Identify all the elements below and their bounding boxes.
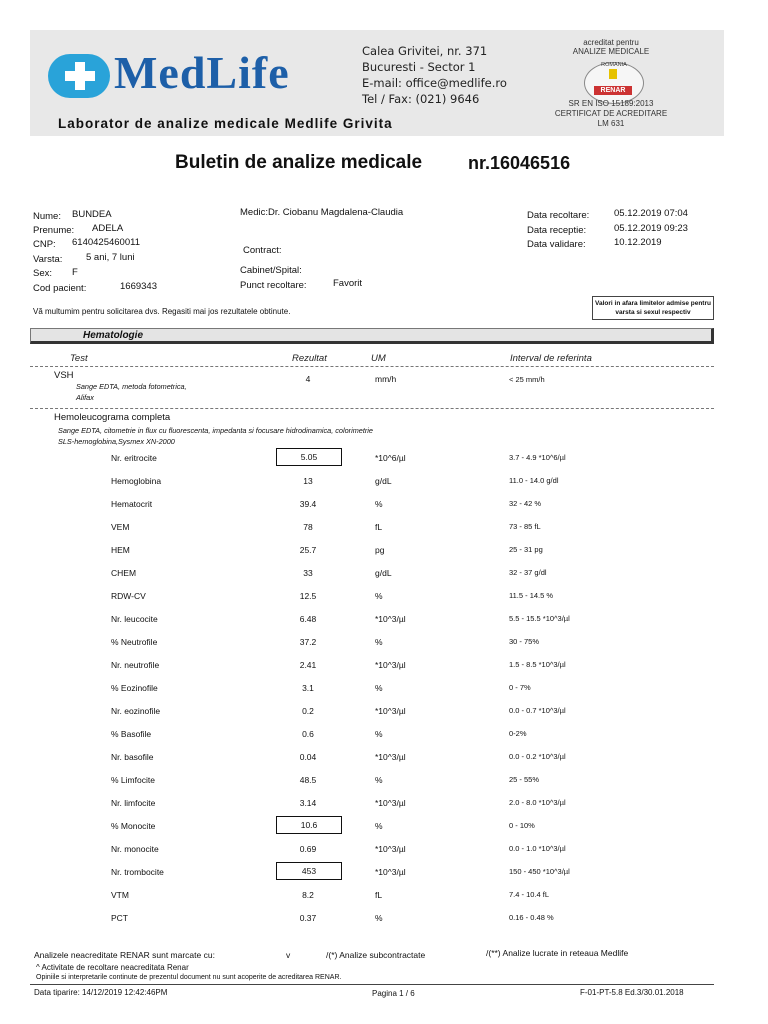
cnp-label: CNP: [33, 239, 56, 250]
page-number: Pagina 1 / 6 [372, 989, 415, 998]
test-um: fL [375, 890, 383, 900]
test-name: % Basofile [111, 729, 152, 739]
phone-line: Tel / Fax: (021) 9646 [362, 92, 480, 106]
hemoleucograma-title: Hemoleucograma completa [54, 412, 171, 423]
table-row [0, 591, 768, 607]
data-validare-value: 10.12.2019 [614, 237, 662, 248]
table-row [0, 890, 768, 906]
test-value: 12.5 [299, 591, 317, 601]
test-value: 0.37 [299, 913, 317, 923]
contract-label: Contract: [243, 245, 282, 256]
test-value: 39.4 [299, 499, 317, 509]
test-value: 8.2 [302, 890, 314, 900]
test-um: pg [375, 545, 385, 555]
test-um: fL [375, 522, 383, 532]
activ-note: ^ Activitate de recoltare neacreditata Renar [36, 963, 189, 972]
test-name: Nr. eritrocite [111, 453, 157, 463]
table-row [0, 844, 768, 860]
email-line: E-mail: office@medlife.ro [362, 76, 507, 90]
test-value: 0.04 [299, 752, 317, 762]
test-value: 3.14 [299, 798, 317, 808]
test-reference: 0-2% [509, 729, 527, 738]
test-um: *10^3/µl [375, 614, 406, 624]
table-row [0, 752, 768, 768]
test-um: g/dL [375, 476, 392, 486]
varsta-value: 5 ani, 7 luni [86, 252, 135, 263]
test-value: 0.2 [302, 706, 314, 716]
test-value: 33 [303, 568, 313, 578]
medical-cross-icon [48, 54, 110, 98]
out-of-range-note: Valori in afara limitelor admise pentru varsta si sexul respectiv [592, 296, 714, 320]
test-name: Hemoglobina [111, 476, 162, 486]
opinions-note: Opiniile si interpretarile continute de prezentul document nu sunt acoperite de acreditarea RENAR. [36, 974, 342, 981]
table-row [0, 660, 768, 676]
document-title: Buletin de analize medicale [175, 152, 423, 173]
test-value: 37.2 [299, 637, 317, 647]
table-row [0, 821, 768, 837]
footer-rule [30, 984, 714, 985]
test-value: 453 [276, 862, 342, 880]
test-name: Nr. trombocite [111, 867, 164, 877]
test-value: 5.05 [276, 448, 342, 466]
table-row [0, 476, 768, 492]
test-reference: 73 - 85 fL [509, 522, 541, 531]
nume-label: Nume: [33, 211, 61, 222]
medic: Medic:Dr. Ciobanu Magdalena-Claudia [240, 207, 404, 218]
table-row [0, 522, 768, 538]
test-reference: 0.16 - 0.48 % [509, 913, 554, 922]
test-reference: 11.5 - 14.5 % [509, 591, 554, 600]
accreditation-stamp: acreditat pentru ANALIZE MEDICALE ROMANIA RENAR SR EN ISO 15189:2013 CERTIFICAT DE ACREDITARE LM 631 [554, 38, 668, 128]
cabinet-label: Cabinet/Spital: [240, 265, 302, 276]
flag-icon [609, 69, 617, 79]
table-row [0, 867, 768, 883]
prenume-value: ADELA [92, 223, 124, 234]
test-value: 2.41 [299, 660, 317, 670]
test-reference: 1.5 - 8.5 *10^3/µl [509, 660, 566, 669]
test-um: g/dL [375, 568, 392, 578]
data-recoltare-label: Data recoltare: [527, 210, 590, 221]
test-name: Nr. eozinofile [111, 706, 161, 716]
table-row [0, 798, 768, 814]
test-reference: 11.0 - 14.0 g/dl [509, 476, 559, 485]
test-value: 0.69 [299, 844, 317, 854]
network-note: /(**) Analize lucrate in reteaua Medlife [486, 948, 629, 958]
test-value: 3.1 [302, 683, 314, 693]
test-um: % [375, 637, 383, 647]
prenume-label: Prenume: [33, 225, 75, 236]
test-reference: 0.0 - 1.0 *10^3/µl [509, 844, 566, 853]
varsta-label: Varsta: [33, 254, 63, 265]
cod-pacient-label: Cod pacient: [33, 283, 87, 294]
table-row [0, 637, 768, 653]
test-reference: 30 - 75% [509, 637, 540, 646]
test-reference: 25 - 55% [509, 775, 540, 784]
test-name: Nr. basofile [111, 752, 154, 762]
subcontract-note: /(*) Analize subcontractate [326, 950, 426, 960]
test-um: *10^3/µl [375, 867, 406, 877]
vsh-method: Sange EDTA, metoda fotometrica, [76, 382, 187, 391]
punct-recoltare-label: Punct recoltare: [240, 280, 307, 291]
test-value: 48.5 [299, 775, 317, 785]
data-recoltare-value: 05.12.2019 07:04 [614, 208, 688, 219]
test-name: % Eozinofile [111, 683, 158, 693]
dashed-divider [30, 408, 714, 409]
test-reference: 150 - 450 *10^3/µl [509, 867, 570, 876]
test-reference: 25 - 31 pg [509, 545, 543, 554]
sex-label: Sex: [33, 268, 53, 279]
test-um: % [375, 591, 383, 601]
test-name: VTM [111, 890, 129, 900]
renar-note: Analizele neacreditate RENAR sunt marcate cu: [34, 950, 215, 960]
test-name: PCT [111, 913, 128, 923]
test-name: % Neutrofile [111, 637, 158, 647]
test-name: Nr. leucocite [111, 614, 158, 624]
col-interval: Interval de referinta [510, 353, 592, 364]
test-um: % [375, 913, 383, 923]
table-row [0, 775, 768, 791]
test-reference: 0 - 10% [509, 821, 535, 830]
vsh-name: VSH [54, 370, 74, 381]
test-name: Nr. monocite [111, 844, 159, 854]
test-value: 6.48 [299, 614, 317, 624]
table-row [0, 545, 768, 561]
data-receptie-label: Data receptie: [527, 225, 587, 236]
table-row [0, 729, 768, 745]
col-test: Test [70, 353, 88, 364]
address-line-2: Bucuresti - Sector 1 [362, 60, 476, 74]
data-receptie-value: 05.12.2019 09:23 [614, 223, 688, 234]
vsh-ref: < 25 mm/h [509, 375, 545, 384]
renar-mark: v [286, 950, 291, 960]
test-um: *10^3/µl [375, 844, 406, 854]
test-um: % [375, 729, 383, 739]
table-row [0, 913, 768, 929]
thanks-text: Vă multumim pentru solicitarea dvs. Regasiti mai jos rezultatele obtinute. [33, 307, 291, 316]
test-reference: 0.0 - 0.2 *10^3/µl [509, 752, 566, 761]
test-value: 13 [303, 476, 313, 486]
logo-text: MedLife [114, 47, 290, 98]
test-name: VEM [111, 522, 130, 532]
vsh-um: mm/h [375, 374, 397, 384]
test-name: Nr. neutrofile [111, 660, 160, 670]
table-row [0, 568, 768, 584]
test-um: % [375, 499, 383, 509]
document-number: nr.16046516 [468, 153, 571, 173]
test-um: *10^3/µl [375, 752, 406, 762]
test-value: 10.6 [276, 816, 342, 834]
test-name: Nr. limfocite [111, 798, 156, 808]
vsh-method-2: Alifax [76, 393, 94, 402]
test-um: *10^3/µl [375, 706, 406, 716]
test-reference: 0.0 - 0.7 *10^3/µl [509, 706, 566, 715]
test-reference: 3.7 - 4.9 *10^6/µl [509, 453, 566, 462]
test-um: *10^3/µl [375, 798, 406, 808]
renar-badge: ROMANIA RENAR [584, 62, 644, 104]
table-row [0, 706, 768, 722]
table-row [0, 453, 768, 469]
test-um: % [375, 683, 383, 693]
test-reference: 32 - 37 g/dl [509, 568, 547, 577]
test-name: % Monocite [111, 821, 156, 831]
vsh-value: 4 [305, 374, 311, 384]
test-um: % [375, 775, 383, 785]
test-um: % [375, 821, 383, 831]
section-hematologie [30, 328, 714, 344]
sex-value: F [72, 267, 78, 278]
hemoleucograma-method: Sange EDTA, citometrie in flux cu fluorescenta, impedanta si focusare hidrodinamica, colorimetrie [58, 426, 373, 435]
section-label: Hematologie [83, 330, 144, 341]
table-row [0, 499, 768, 515]
test-name: RDW-CV [111, 591, 146, 601]
test-name: Hematocrit [111, 499, 153, 509]
nume-value: BUNDEA [72, 209, 112, 220]
medlife-logo [48, 47, 348, 106]
test-reference: 5.5 - 15.5 *10^3/µl [509, 614, 570, 623]
punct-recoltare-value: Favorit [333, 278, 363, 289]
data-validare-label: Data validare: [527, 239, 586, 250]
dashed-divider [30, 366, 714, 367]
test-reference: 0 - 7% [509, 683, 531, 692]
cnp-value: 6140425460011 [72, 237, 140, 248]
test-value: 78 [303, 522, 313, 532]
table-row [0, 683, 768, 699]
test-um: *10^6/µl [375, 453, 406, 463]
test-reference: 32 - 42 % [509, 499, 542, 508]
cod-pacient-value: 1669343 [120, 281, 157, 292]
test-value: 0.6 [302, 729, 314, 739]
table-row [0, 614, 768, 630]
test-name: % Limfocite [111, 775, 155, 785]
col-rezultat: Rezultat [292, 353, 327, 364]
col-um: UM [371, 353, 386, 364]
print-date: Data tiparire: 14/12/2019 12:42:46PM [34, 988, 168, 997]
address-line-1: Calea Grivitei, nr. 371 [362, 44, 488, 58]
test-value: 25.7 [299, 545, 317, 555]
test-name: CHEM [111, 568, 137, 578]
test-reference: 2.0 - 8.0 *10^3/µl [509, 798, 566, 807]
hemoleucograma-method-2: SLS-hemoglobina,Sysmex XN-2000 [58, 437, 175, 446]
test-name: HEM [111, 545, 130, 555]
test-reference: 7.4 - 10.4 fL [509, 890, 550, 899]
lab-title: Laborator de analize medicale Medlife Grivita [58, 116, 393, 131]
form-code: F-01-PT-5.8 Ed.3/30.01.2018 [580, 988, 684, 997]
test-um: *10^3/µl [375, 660, 406, 670]
